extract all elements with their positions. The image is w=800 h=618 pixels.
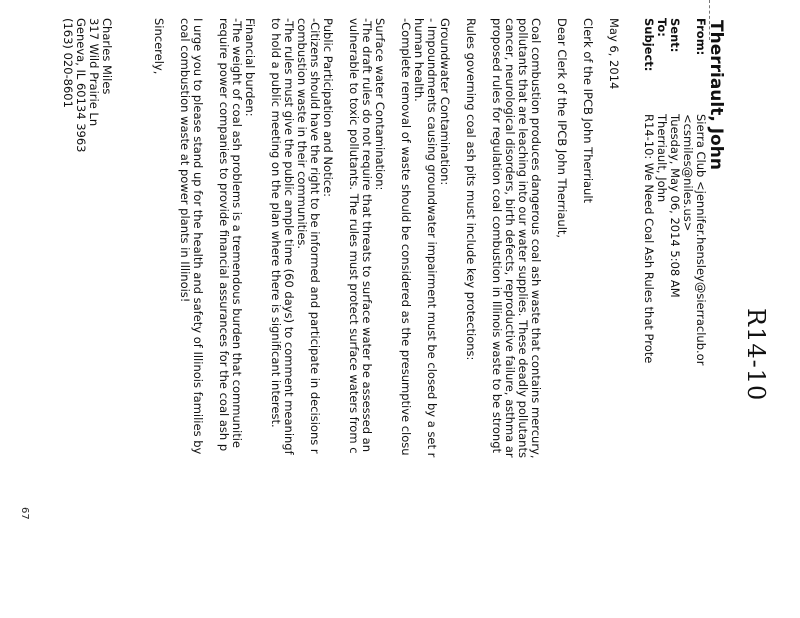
signoff: Sincerely, (152, 18, 166, 75)
letter-salutation: Dear Clerk of the IPCB John Therriault, (555, 18, 569, 239)
groundwater-heading: Groundwater Contamination: (438, 18, 452, 186)
public-line-4: to hold a public meeting on the plan where there is significant interest. (269, 18, 283, 428)
signature-phone: (163) 020-8601 (61, 18, 75, 108)
closing-line-1: I urge you to please stand up for the health and safety of Illinois families by (191, 18, 205, 455)
intro-line-3: cancer, neurological disorders, birth defects, reproductive failure, asthma ar (503, 18, 517, 458)
financial-line-1: -The weight of coal ash problems is a tremendous burden that communitie (230, 18, 244, 448)
docket-stamp: R14-10 (742, 308, 770, 402)
signature-street: 317 Wild Prairie Ln (87, 18, 101, 127)
surface-line-2: vulnerable to toxic pollutants. The rules must protect surface waters from c (347, 18, 361, 454)
groundwater-line-2: human health. (412, 18, 426, 102)
header-from-cont: <csmiles@niles.us> (681, 114, 695, 232)
groundwater-line-3: -Complete removal of waste should be considered as the presumptive closu (399, 18, 413, 456)
sender-name: Therriault, John (706, 20, 726, 170)
letter-recipient: Clerk of the IPCB John Therriault (581, 18, 595, 204)
header-sent: Sent: Tuesday, May 06, 2014 5:08 AM (668, 18, 682, 298)
header-subject: Subject: R14-10: We Need Coal Ash Rules that Prote (642, 18, 656, 364)
header-to: To: Therriault, John (655, 18, 669, 203)
closing-line-2: coal combustion waste at power plants in Illinois! (178, 18, 192, 303)
public-line-1: -Citizens should have the right to be informed and participate in decisions r (308, 18, 322, 454)
intro-line-1: Coal combustion produces dangerous coal ash waste that contains mercury, (529, 18, 543, 459)
surface-line-1: -The draft rules do not require that threats to surface water be assessed an (360, 18, 374, 453)
page-number: 67 (19, 507, 30, 520)
signature-city: Geneva, IL 60134 3963 (74, 18, 88, 153)
public-line-2: combustion waste in their communities. (295, 18, 309, 250)
public-heading: Public Participation and Notice: (321, 18, 335, 198)
intro-line-4: proposed rules for regulation coal combustion in Illinois waste to be strongt (490, 18, 504, 454)
public-line-3: -The rules must give the public ample time (60 days) to comment meaningf (282, 18, 296, 455)
intro-line-2: pollutants that are leaching into our water supplies. These deadly pollutants (516, 18, 530, 458)
groundwater-line-1: - Impoundments causing groundwater impairment must be closed by a set r (425, 18, 439, 458)
header-from: From: Sierra Club <jennifer.hensley@sierraclub.or (694, 18, 708, 366)
signature-name: Charles Miles (100, 18, 114, 95)
letter-date: May 6, 2014 (607, 18, 621, 90)
rules-line: Rules governing coal ash pits must include key protections: (464, 18, 478, 361)
financial-heading: Financial burden: (243, 18, 257, 117)
financial-line-2: require power companies to provide financial assurances for the coal ash p (217, 18, 231, 452)
surface-heading: Surface water Contamination: (373, 18, 387, 191)
